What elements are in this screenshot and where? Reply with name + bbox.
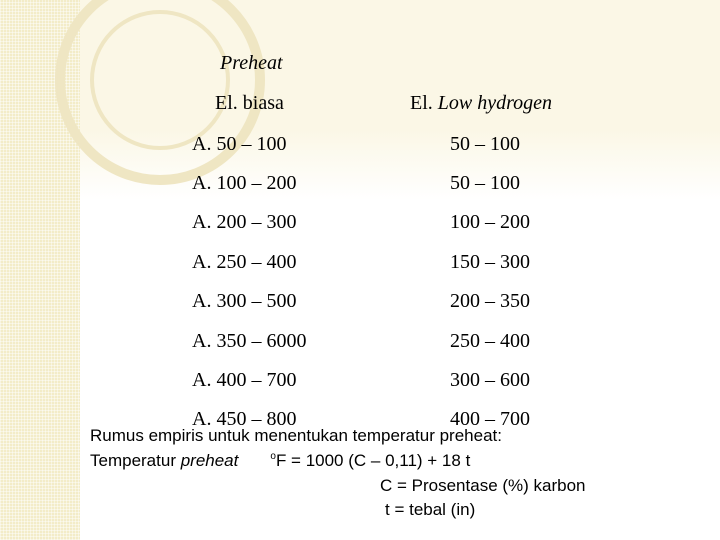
header-prefix: El. — [410, 92, 438, 114]
table-cell-b: 50 – 100 — [450, 133, 520, 155]
decor-circle-inner — [92, 12, 228, 148]
table-cell-a: A. 200 – 300 — [192, 211, 297, 233]
table-cell-a: A. 250 – 400 — [192, 251, 297, 273]
table-cell-a: A. 50 – 100 — [192, 133, 287, 155]
formula-line — [90, 451, 470, 471]
header-italic: Low hydrogen — [437, 92, 553, 114]
table-cell-a: A. 350 – 6000 — [192, 330, 307, 352]
table-cell-b: 400 – 700 — [450, 408, 530, 430]
formula-intro: Rumus empiris untuk menentukan temperatur preheat: — [90, 426, 502, 445]
formula-equation: F = 1000 (C – 0,11) + 18 t — [275, 451, 471, 470]
formula-label: Temperatur — [90, 451, 181, 470]
table-cell-a: A. 100 – 200 — [192, 172, 297, 194]
degree-symbol: o — [270, 451, 276, 462]
column-header-el-biasa: El. biasa — [215, 92, 284, 114]
carbon-definition: C = Prosentase (%) karbon — [380, 476, 586, 495]
column-header-low-hydrogen — [410, 92, 552, 115]
table-cell-b: 150 – 300 — [450, 251, 530, 273]
thickness-definition: t = tebal (in) — [385, 500, 476, 519]
table-cell-b: 50 – 100 — [450, 172, 520, 194]
table-cell-b: 250 – 400 — [450, 330, 530, 352]
table-cell-a: A. 400 – 700 — [192, 369, 297, 391]
slide-title: Preheat — [220, 52, 283, 74]
table-cell-a: A. 450 – 800 — [192, 408, 297, 430]
table-cell-b: 100 – 200 — [450, 211, 530, 233]
table-cell-a: A. 300 – 500 — [192, 290, 297, 312]
formula-label-italic: preheat — [180, 451, 239, 470]
table-cell-b: 200 – 350 — [450, 290, 530, 312]
table-cell-b: 300 – 600 — [450, 369, 530, 391]
